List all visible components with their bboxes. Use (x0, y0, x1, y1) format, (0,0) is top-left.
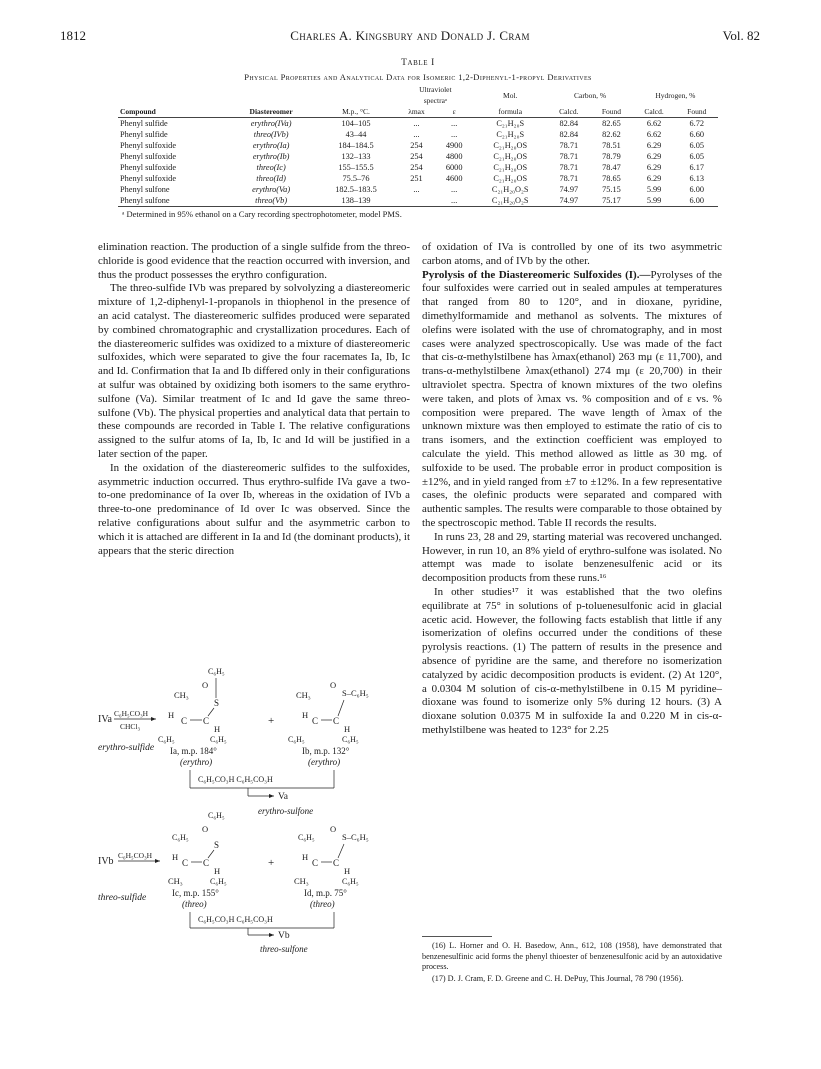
product-config: (erythro) (180, 757, 213, 767)
table-cell: 78.47 (602, 163, 621, 172)
svg-text:C₆H₅: C₆H₅ (298, 833, 315, 842)
table-cell: ... (451, 119, 458, 128)
svg-text:C: C (181, 716, 188, 726)
table-1 (118, 58, 718, 219)
table-cell: threo(Vb) (228, 195, 314, 207)
table-cell: 78.71 (559, 141, 579, 150)
product-config: (threo) (182, 899, 207, 909)
svg-text:O: O (330, 824, 337, 834)
table-row (118, 129, 718, 140)
svg-text:S: S (214, 698, 220, 708)
scheme-start-label: erythro-sulfide (98, 743, 155, 753)
svg-text:H: H (344, 724, 351, 734)
paragraph: In the oxidation of the diastereomeric sulfides to the sulfoxides, asymmetric induction occurred. Thus erythro-sulfide IVa gave a two-to-one predominance of Ia over Ib, whereas in the oxidation of IVb a three-to-one predominance of Id over Ic was observed. Since the relative configurations about sulfur and the asymmetric carbon to which it is attached are different in Ia and Id (the dominant products), it appears that the steric direction (98, 461, 410, 557)
table-cell: erythro(Va) (252, 185, 291, 194)
svg-text:O: O (202, 824, 209, 834)
table-cell: Phenyl sulfoxide (120, 174, 176, 183)
svg-text:CH₃: CH₃ (174, 690, 189, 700)
svg-text:C₆H₅: C₆H₅ (342, 735, 359, 744)
svg-text:H: H (302, 710, 309, 720)
scheme-solvent: CHCl₃ (120, 722, 141, 731)
svg-text:H: H (172, 852, 179, 862)
data-table (118, 84, 718, 207)
svg-text:S–C₆H₅: S–C₆H₅ (342, 832, 369, 842)
table-cell: 251 (410, 174, 423, 183)
table-cell: C₂₁H₂₀O₂S (473, 195, 547, 207)
paragraph: The threo-sulfide IVb was prepared by solvolyzing a diastereomeric mixture of 1,2-diphenyl-1-propanols in thiophenol in the presence of an acid catalyst. The diastereomeric sulfides produced were separated by combined chromatographic and crystallization procedures. Each of the diastereomeric sulfides was oxidized to a mixture of diastereomeric sulfoxides, which were separated to give the four racemates Ia, Ib, Ic and Id. Confirmation that Ia and Ib differed only in their configurations at sulfur was obtained by oxidizing both isomers to the same erythro-sulfone (Va). Similar treatment of Ic and Id gave the same threo-sulfone (Vb). The physical properties and analytical data that pertain to these compounds are recorded in Table I. The relative configurations assigned to the sulfur atoms of Ia, Ib, Ic and Id will be justified in a later section of the paper. (98, 282, 410, 460)
table-cell: 4800 (445, 152, 463, 161)
sulfone-label: Vb (278, 931, 290, 941)
table-cell: 5.99 (646, 185, 662, 194)
table-cell: 75.15 (602, 185, 621, 194)
table-cell: 75.17 (590, 195, 632, 207)
table-cell: 78.79 (602, 152, 621, 161)
paragraph: elimination reaction. The production of a single sulfide from the threo-chloride is good evidence that the reaction occurred with inversion, and thus the product possesses the erythro configuration. (98, 241, 410, 281)
table-row (118, 162, 718, 173)
sulfone-label: Va (278, 792, 289, 802)
reference-16: (16) L. Horner and O. H. Basedow, Ann., 612, 108 (1958), have demonstrated that benzenesulfinic acid forms the phenyl thioester of benzenesulfonic acid by an autoxidative process. (422, 941, 722, 971)
product-label: Id, m.p. 75° (304, 888, 347, 898)
svg-text:O: O (202, 680, 209, 690)
svg-text:C: C (203, 716, 210, 726)
table-cell: 254 (410, 152, 423, 161)
table-cell: 155–155.5 (338, 163, 374, 172)
table-body (118, 118, 718, 207)
table-cell: 75.5–76 (342, 174, 370, 183)
oxidant-label: C₆H₅CO₃H C₆H₅CO₃H (198, 915, 273, 924)
scheme-start: IVa (98, 714, 112, 725)
table-cell: 6.29 (646, 152, 662, 161)
table-cell: ... (413, 119, 420, 128)
table-cell: 82.62 (602, 130, 621, 139)
column-header: Calcd. (547, 106, 590, 118)
scheme-erythro (98, 662, 410, 842)
table-cell: 82.84 (559, 130, 579, 139)
column-header: ε (435, 106, 473, 118)
table-cell: 74.97 (559, 185, 579, 194)
product-config: (threo) (310, 899, 335, 909)
column-header: formula (473, 106, 547, 118)
svg-text:C₆H₅: C₆H₅ (208, 811, 225, 820)
table-row (118, 173, 718, 184)
table-cell: 132–133 (341, 152, 371, 161)
table-cell: ... (451, 185, 458, 194)
table-cell: 6000 (445, 163, 463, 172)
table-cell: 254 (410, 141, 423, 150)
table-cell: 82.65 (602, 119, 621, 128)
table-row (118, 151, 718, 162)
column-header: Found (590, 106, 632, 118)
table-cell: 6.29 (646, 163, 662, 172)
table-cell: C₂₁H₂₀O₂S (491, 185, 529, 194)
erythro-oxidation-diagram (98, 662, 410, 842)
svg-text:H: H (168, 710, 175, 720)
column-header: Diastereomer (228, 106, 314, 118)
table-row (118, 195, 718, 207)
svg-text:S: S (214, 840, 220, 850)
svg-text:H: H (302, 852, 309, 862)
column-header: M.p., °C. (314, 106, 397, 118)
sulfone-name: threo-sulfone (260, 944, 308, 954)
volume-number: Vol. 82 (722, 28, 760, 43)
paragraph: In runs 23, 28 and 29, starting material was recovered unchanged. However, in run 10, an 8% yield of erythro-sulfone was isolated. No attempt was made to isolate benzenesulfenic acid or its decomposition products from these runs.¹⁶ (422, 530, 722, 585)
table-cell: 78.51 (602, 141, 621, 150)
table-cell: 5.99 (633, 195, 676, 207)
mol-group-header: Mol. (503, 90, 518, 100)
table-cell: 6.72 (689, 119, 704, 128)
table-cell: threo(IVb) (253, 130, 289, 139)
table-footnote: ᵃ Determined in 95% ethanol on a Cary recording spectrophotometer, model PMS. (122, 209, 402, 219)
column-header: Compound (118, 106, 228, 118)
paragraph-text: Pyrolyses of the four sulfoxides were carried out in sealed ampules at temperatures that ranged from 80 to 120°, and in dioxane, pyridine, dimethylformamide and methanol as solvents. The mixtures of olefins were isolated with the use of chromatography, and in most cases were analyzed spectroscopically. Use was made of the fact that cis-α-methylstilbene has λmax(ethanol) 263 mμ (ε 11,700), and trans-α-methylstilbene λmax(ethanol) 274 mμ (ε 20,700) in their ultraviolet spectra. Spectra of known mixtures of the two olefins were taken, and plots of λmax vs. % composition and of ε vs. % composition were prepared. The wave length of λmax of the unknown mixture was then employed to estimate the ratio of cis to trans isomers, and the extinction coefficient was employed to calculate the yield. This method allowed as little as 30 mg. of sulfoxide to be used. The probable error in product composition is ±12%, and in yield ranged from ±7 to ±12%. In a few representative cases, the olefinic products were separated and compared with authentic samples. The results were comparable to those obtained by the spectroscopic method. Table II records the results. (422, 268, 722, 529)
table-cell: 6.29 (646, 174, 662, 183)
svg-text:C: C (333, 858, 340, 868)
table-cell: Phenyl sulfide (120, 119, 168, 128)
table-cell: Phenyl sulfoxide (120, 152, 176, 161)
table-cell: 78.65 (602, 174, 621, 183)
scheme-plus: + (268, 715, 275, 727)
table-cell: 182.5–183.5 (335, 185, 377, 194)
svg-text:H: H (344, 866, 351, 876)
svg-text:C₆H₅: C₆H₅ (288, 735, 305, 744)
table-cell: C₂₁H₂₀OS (493, 174, 528, 183)
reference-17: (17) D. J. Cram, F. D. Greene and C. H. DePuy, This Journal, 78 790 (1956). (432, 973, 684, 983)
svg-text:C₆H₅: C₆H₅ (158, 735, 175, 744)
table-cell: C₂₁H₂₀S (496, 130, 525, 139)
table-cell: 6.13 (689, 174, 704, 183)
paragraph: of oxidation of IVa is controlled by one of its two asymmetric carbon atoms, and of IVb by the other. (422, 241, 722, 267)
right-column (422, 241, 722, 738)
table-cell: ... (413, 185, 420, 194)
svg-text:C₆H₅: C₆H₅ (172, 833, 189, 842)
table-cell: 4600 (445, 174, 463, 183)
table-cell: 6.05 (689, 152, 704, 161)
svg-text:CH₃: CH₃ (296, 690, 311, 700)
svg-text:C: C (182, 858, 189, 868)
product-label: Ia, m.p. 184° (170, 746, 217, 756)
table-cell: erythro(Ia) (252, 141, 290, 150)
table-cell: 78.71 (559, 152, 579, 161)
paragraph: In other studies¹⁷ it was established that the two olefins equilibrate at 75° in solutions of p-toluenesulfonic acid in glacial acetic acid. However, the following facts establish that little if any isomerization of olefins occurred under the conditions of these pyrolysis reactions. (1) The pattern of results in the presence and absence of pyridine are the same, and therefore no isomerization catalyzed by acidic decomposition products is evident. (2) At 120°, a 0.0304 M solution of cis-α-methylstilbene in 0.15 M pyridine–dioxane was found to isomerize only 5% during 12 hours. (3) A dioxane solution 0.0375 M in sulfoxide Ia and 0.220 M in cis-α-methylstilbene was heated to 123° for 2.25 (422, 585, 722, 736)
table-cell: 6.60 (689, 130, 704, 139)
table-row (118, 118, 718, 130)
table-cell: Phenyl sulfoxide (120, 141, 176, 150)
column-header: Found (675, 106, 718, 118)
table-caption: Table I (401, 58, 435, 68)
table-cell: Phenyl sulfide (120, 130, 168, 139)
svg-text:S–C₆H₅: S–C₆H₅ (342, 688, 369, 698)
section-heading: Pyrolysis of the Diastereomeric Sulfoxides (I).— (422, 268, 651, 281)
scheme-plus: + (268, 857, 275, 869)
table-cell: 6.00 (689, 185, 704, 194)
table-cell: Phenyl sulfoxide (120, 163, 176, 172)
svg-text:CH₃: CH₃ (168, 876, 183, 886)
svg-text:CH₃: CH₃ (294, 876, 309, 886)
table-cell: erythro(Ib) (252, 152, 290, 161)
table-cell: C₂₁H₂₀OS (493, 163, 528, 172)
table-row (118, 184, 718, 195)
references (422, 936, 722, 985)
table-cell: 6.00 (675, 195, 718, 207)
page-number: 1812 (60, 28, 86, 43)
carbon-group-header: Carbon, % (574, 90, 607, 100)
table-cell: 4900 (445, 141, 463, 150)
header-authors: Charles A. Kingsbury and Donald J. Cram (290, 28, 530, 43)
table-cell: 6.05 (689, 141, 704, 150)
footnote-rule (422, 936, 492, 937)
table-cell: Phenyl sulfone (118, 195, 228, 207)
product-label: Ib, m.p. 132° (302, 746, 350, 756)
scheme-reagent: C₆H₅CO₃H (114, 709, 149, 718)
svg-text:O: O (330, 680, 337, 690)
table-cell: threo(Id) (256, 174, 286, 183)
table-cell: 6.29 (646, 141, 662, 150)
scheme-start: IVb (98, 856, 114, 867)
svg-text:C₆H₅: C₆H₅ (210, 877, 227, 886)
table-cell: 6.62 (646, 119, 662, 128)
product-config: (erythro) (308, 757, 341, 767)
table-cell: erythro(IVa) (250, 119, 292, 128)
table-cell: C₂₁H₂₀S (496, 119, 525, 128)
scheme-reagent: C₆H₅CO₃H (118, 851, 153, 860)
table-cell: 138–139 (314, 195, 397, 207)
column-header: λmax (398, 106, 436, 118)
svg-text:C: C (312, 858, 319, 868)
svg-text:C₆H₅: C₆H₅ (210, 735, 227, 744)
table-cell: ... (435, 195, 473, 207)
column-header: Calcd. (633, 106, 676, 118)
table-cell: Phenyl sulfone (120, 185, 170, 194)
svg-text:C₆H₅: C₆H₅ (208, 667, 225, 676)
table-cell (398, 195, 436, 207)
svg-text:H: H (214, 724, 221, 734)
table-cell: 82.84 (559, 119, 579, 128)
table-cell: 6.62 (646, 130, 662, 139)
sulfone-name: erythro-sulfone (258, 806, 314, 816)
left-column (98, 241, 410, 558)
oxidant-label: C₆H₅CO₃H C₆H₅CO₃H (198, 775, 273, 784)
table-cell: 78.71 (559, 174, 579, 183)
table-cell: ... (413, 130, 420, 139)
table-cell: C₂₁H₂₀OS (493, 152, 528, 161)
svg-text:C: C (203, 858, 210, 868)
table-row (118, 140, 718, 151)
running-header (60, 28, 760, 46)
table-cell: 43–44 (345, 130, 367, 139)
table-title: Physical Properties and Analytical Data for Isomeric 1,2-Diphenyl-1-propyl Derivatives (244, 72, 592, 82)
table-cell: 104–105 (341, 119, 371, 128)
product-label: Ic, m.p. 155° (172, 888, 219, 898)
table-cell: 78.71 (559, 163, 579, 172)
scheme-start-label: threo-sulfide (98, 893, 147, 903)
table-cell: ... (451, 130, 458, 139)
svg-text:H: H (214, 866, 221, 876)
svg-text:C: C (333, 716, 340, 726)
table-cell: 184–184.5 (338, 141, 374, 150)
table-cell: threo(Ic) (256, 163, 286, 172)
hydrogen-group-header: Hydrogen, % (655, 90, 696, 100)
table-cell: 6.17 (689, 163, 704, 172)
table-cell: 74.97 (547, 195, 590, 207)
uv-group-header: Ultraviolet spectraᵃ (419, 85, 452, 105)
table-cell: C₂₁H₂₀OS (493, 141, 528, 150)
svg-text:C₆H₅: C₆H₅ (342, 877, 359, 886)
table-cell: 254 (410, 163, 423, 172)
svg-text:C: C (312, 716, 319, 726)
